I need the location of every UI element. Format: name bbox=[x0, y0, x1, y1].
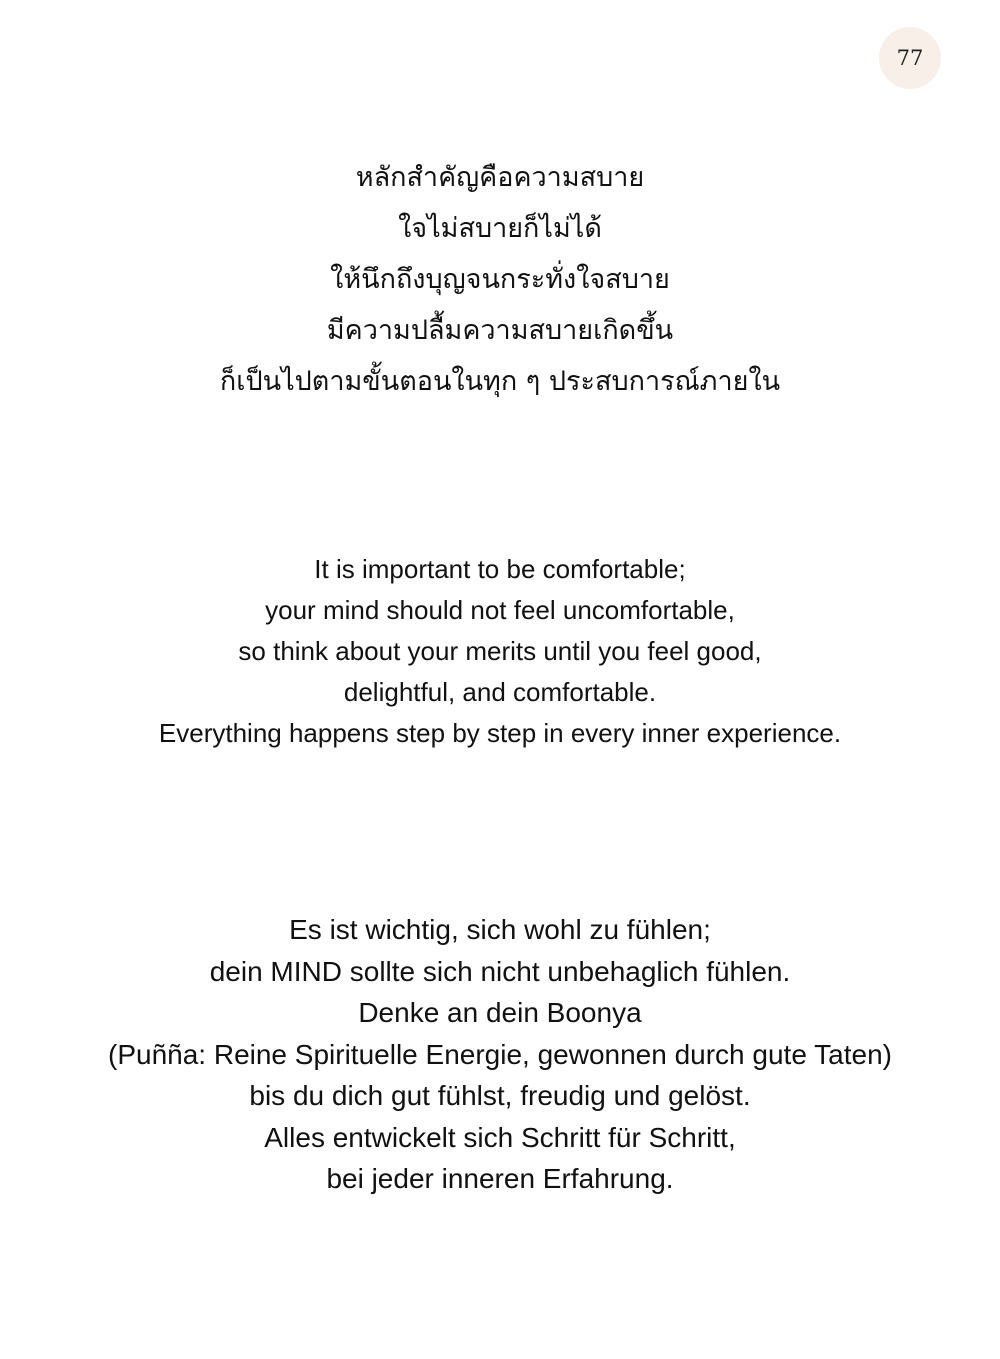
thai-quote-line: ใจไม่สบายก็ไม่ได้ bbox=[398, 213, 602, 244]
thai-quote-line: ให้นึกถึงบุญจนกระทั่งใจสบาย bbox=[330, 264, 670, 295]
german-quote-line: Denke an dein Boonya bbox=[358, 997, 642, 1028]
german-quote-line: Alles entwickelt sich Schritt für Schritt, bbox=[264, 1121, 736, 1153]
english-quote-line: so think about your merits until you feel good, bbox=[238, 636, 762, 666]
page-number-badge bbox=[879, 27, 941, 89]
german-quote-line: bei jeder inneren Erfahrung. bbox=[326, 1163, 674, 1194]
thai-quote-line: มีความปลื้มความสบายเกิดขึ้น bbox=[326, 315, 674, 346]
german-quote bbox=[0, 909, 1000, 1200]
german-quote-line: Es ist wichtig, sich wohl zu fühlen; bbox=[289, 914, 711, 945]
page-number: 77 bbox=[896, 46, 924, 70]
english-quote-line: It is important to be comfortable; bbox=[314, 554, 686, 584]
german-quote-line: (Puñña: Reine Spirituelle Energie, gewonnen durch gute Taten) bbox=[108, 1038, 892, 1070]
german-quote-line: bis du dich gut fühlst, freudig und gelöst. bbox=[249, 1080, 751, 1111]
english-quote-line: delightful, and comfortable. bbox=[343, 677, 657, 707]
english-quote-line: your mind should not feel uncomfortable, bbox=[265, 595, 735, 625]
german-quote-line: dein MIND sollte sich nicht unbehaglich fühlen. bbox=[209, 955, 791, 987]
thai-quote-line: ก็เป็นไปตามขั้นตอนในทุก ๆ ประสบการณ์ภายใน bbox=[219, 366, 781, 397]
english-quote bbox=[0, 549, 1000, 754]
english-quote-line: Everything happens step by step in every inner experience. bbox=[158, 718, 842, 748]
thai-quote-line: หลักสำคัญคือความสบาย bbox=[355, 162, 645, 193]
thai-quote bbox=[0, 152, 1000, 407]
